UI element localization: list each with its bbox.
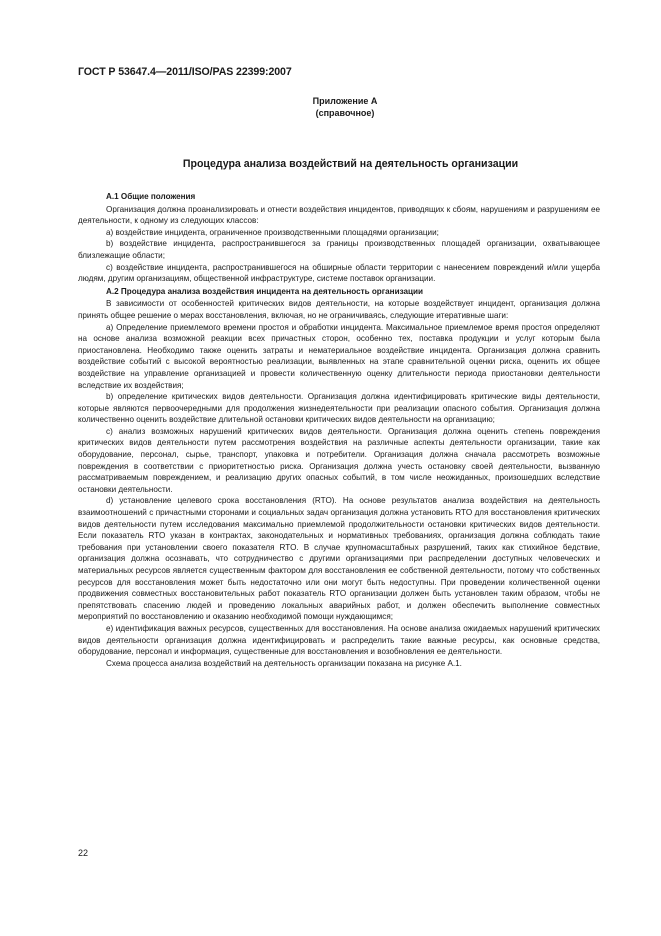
paragraph: Организация должна проанализировать и отнести воздействия инцидентов, приводящих к сбоям, нарушениям и разрушениям ее деятельности, к одному из следующих классов: xyxy=(78,204,600,226)
appendix-label: Приложение А xyxy=(312,96,378,106)
list-item: e) идентификация важных ресурсов, существенных для восстановления. На основе анализа ожидаемых нарушений критических видов деятельности организация должна идентифицировать и распределить такие важные ресурсы, как основные средства, оборудование, персонал и информация, существенные для восстановления и возобновления ее деятельности. xyxy=(78,623,600,657)
paragraph: В зависимости от особенностей критических видов деятельности, на которые воздействует инцидент, организация должна принять общее решение о мерах восстановления, включая, но не ограничиваясь, следующие итеративные шаги: xyxy=(78,299,600,320)
list-item: d) установление целевого срока восстановления (RTO). На основе результатов анализа воздействия на деятельность взаимоотношений с причастными сторонами и социальных задач организация должна установить RTO для восстановления критических видов деятельности путем исследования максимально приемлемой продолжительности остановки критических видов деятельности. Если показатель RTO указан в контрактах, законодательных и нормативных требованиях, организация должна соблюдать такие требования при установлении своего показателя RTO. В случае крупномасштабных разрушений, таких как стихийное бедствие, организация должна осознавать, что сотрудничество с другими организациями при распределении доступных человеческих и материальных ресурсов является существенным фактором для восстановления ее собственной деятельности, потому что собственных ресурсов для восстановления может быть недостаточно или они могут быть недоступны. При проведении количественной оценки продвижения совместных восстановительных работ показатель RTO организации должен быть установлен таким образом, чтобы не препятствовать спасению людей и проведению локальных аварийных работ, и должен обеспечить выполнение совместных мероприятий по восстановлению и оказанию необходимой помощи нуждающимся; xyxy=(78,496,600,622)
list-item: c) воздействие инцидента, распространившегося на обширные области территории с нанесением повреждений и/или ущерба людям, другим организациям, общественной инфраструктуре, системе поставок организации. xyxy=(78,262,600,284)
list-item: c) анализ возможных нарушений критических видов деятельности. Организация должна оценить степень повреждения критических видов деятельности путем рассмотрения воздействия на различные аспекты деятельности организации, такие как оборудование, персонал, сырье, транспорт, упаковка и потребители. Организация должна сначала рассмотреть возможные повреждения в соответствии с приоритетностью риска. Организация должна учесть остановку своей деятельности, вызванную рассматриваемым повреждением, и реализацию других опасных событий, в том числе неожиданных, произошедших вследствие остановки деятельности. xyxy=(78,426,600,494)
appendix-type: (справочное) xyxy=(315,108,375,118)
list-item: a) воздействие инцидента, ограниченное производственными площадями организации; xyxy=(106,227,439,237)
list-item: b) определение критических видов деятельности. Организация должна идентифицировать критические виды деятельности, которые являются первоочередными для продолжения жизнедеятельности при реализации опасного события. Организация должна количественно оценить воздействие длительной остановки критических видов деятельности на организацию; xyxy=(78,392,600,425)
document-body xyxy=(78,191,600,669)
paragraph: Схема процесса анализа воздействий на деятельность организации показана на рисунке А.1. xyxy=(106,658,462,668)
list-item: a) Определение приемлемого времени простоя и обработки инцидента. Максимальное приемлемое время простоя определяют на основе анализа возможной реакции всех причастных сторон, особенно тех, поставка продукции и услуг которым была приостановлена. Необходимо также оценить затраты и нематериальное воздействие инцидента. Организация должна сравнить воздействие событий с высокой вероятностью реализации, выявленных на этапе сравнительной оценки риска, оценить их общее воздействие на управление организацией и провести количественную оценку длительности периода приостановки деятельности вследствие их воздействия; xyxy=(78,322,600,390)
section-heading-a2: А.2 Процедура анализа воздействия инцидента на деятельность организации xyxy=(106,286,424,296)
document-header: ГОСТ Р 53647.4—2011/ISO/PAS 22399:2007 xyxy=(78,66,292,78)
page-number: 22 xyxy=(78,848,89,858)
section-heading-a1: А.1 Общие положения xyxy=(106,192,196,201)
list-item: b) воздействие инцидента, распространившегося за границы производственных площадей организации, охватывающее близлежащие области; xyxy=(78,239,600,260)
page-title: Процедура анализа воздействий на деятельность организации xyxy=(182,158,519,170)
